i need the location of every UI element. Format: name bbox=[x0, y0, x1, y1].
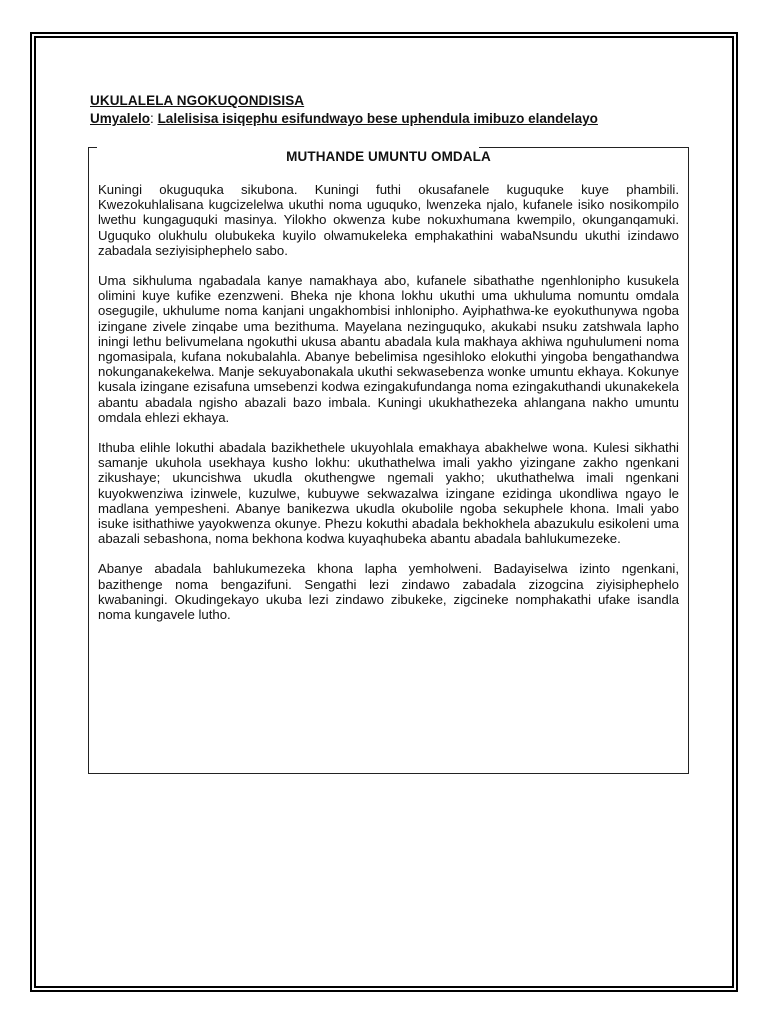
instruction-separator: : bbox=[150, 111, 154, 126]
section-heading: UKULALELA NGOKUQONDISISA bbox=[90, 93, 305, 108]
instruction-line bbox=[90, 111, 598, 126]
passage-box-top-border-right bbox=[479, 147, 688, 148]
passage-box-top-border-left bbox=[89, 147, 97, 148]
passage-paragraph-3: Ithuba elihle lokuthi abadala bazikhethele ukuyohlala emakhaya abakhelwe wona. Kulesi sikhathi samanje ukuhola usekhaya kusho lokhu: ukuthathelwa imali yakho yizingane zakho ngenkani zikushaye; ukuncishwa ukudla okuthengwe ngemali yakho; ukuthathelwa imali ngenkani kuyokwenziwa izinwele, kuzulwe, kubuywe sekwazalwa izingane ezidinga ukondliwa ngayo le madlana yempesheni. Abanye banikezwa ukudla okubolile ngoba sekuphele khona. Imali yabo isuke isithathiwe yayokwenza okunye. Phezu kokuthi abadala bekhokhela abazukulu esikoleni uma abazali sebashona, noma bekhona kodwa kuyaqhubeka abantu abadala bahlukumezeke. bbox=[98, 440, 679, 547]
passage-paragraph-1: Kuningi okuguquka sikubona. Kuningi futhi okusafanele kuguquke kuye phambili. Kwezokuhlalisana kugcizelelwa ukuthi noma uguquko, lwenzeka njalo, kufanele isiko nosikompilo lwethu kungaguquki masinya. Yilokho okwenza kube nokuxhumana kwempilo, okunganqamuki. Uguquko olukhulu olubukeka kuyilo olwamukeleka emphakathini wabaNsundu ukuthi izindawo zabadala seziyisiphephelo sabo. bbox=[98, 182, 679, 258]
instruction-label: Umyalelo bbox=[90, 111, 151, 126]
passage-paragraph-4: Abanye abadala bahlukumezeka khona lapha yemholweni. Badayiselwa izinto ngenkani, bazithenge noma bengazifuni. Sengathi lezi zindawo zabadala zizogcina ziyisiphephelo kwabaningi. Okudingekayo ukuba lezi zindawo zibukeke, zigcineke nomphakathi ufake isandla noma kungavele lutho. bbox=[98, 561, 679, 623]
instruction-text: Lalelisisa isiqephu esifundwayo bese uphendula imibuzo elandelayo bbox=[157, 111, 598, 126]
passage-title: MUTHANDE UMUNTU OMDALA bbox=[286, 149, 491, 164]
passage-box bbox=[88, 147, 689, 774]
passage-body bbox=[98, 182, 679, 637]
passage-paragraph-2: Uma sikhuluma ngabadala kanye namakhaya abo, kufanele sibathathe ngenhlonipho kusukela olimini kuye kufike ezenzweni. Bheka nje khona lokhu ukuthi uma ukhuluma nomuntu omdala osegugile, ukhulume noma kanjani ungakhombisi inhlonipho. Ayiphathwa-ke eyokuthunywa ngoba izingane zivele zinqabe uma bezithuma. Mayelana nezinguquko, akukabi nsuku zatshwala lapho iningi lethu belivumelana ngokuthi ukusa abantu abadala kula makhaya akhiwa nguhulumeni noma ngomasipala, kufana nokubalahla. Abanye bebelimisa ngesihloko elokuthi yingoba bengathandwa nokunganakekelwa. Manje sekuyabonakala ukuthi sekwasebenza wonke umuntu ekhaya. Kokunye kusala izingane ezisafuna umsebenzi kodwa ezingakufundanga noma ezingakuthandi ukunakekela abantu abadala ngisho abazali bazo imbala. Kuningi ukukhathezeka ahlangana nakho umuntu omdala ehlezi ekhaya. bbox=[98, 273, 679, 425]
